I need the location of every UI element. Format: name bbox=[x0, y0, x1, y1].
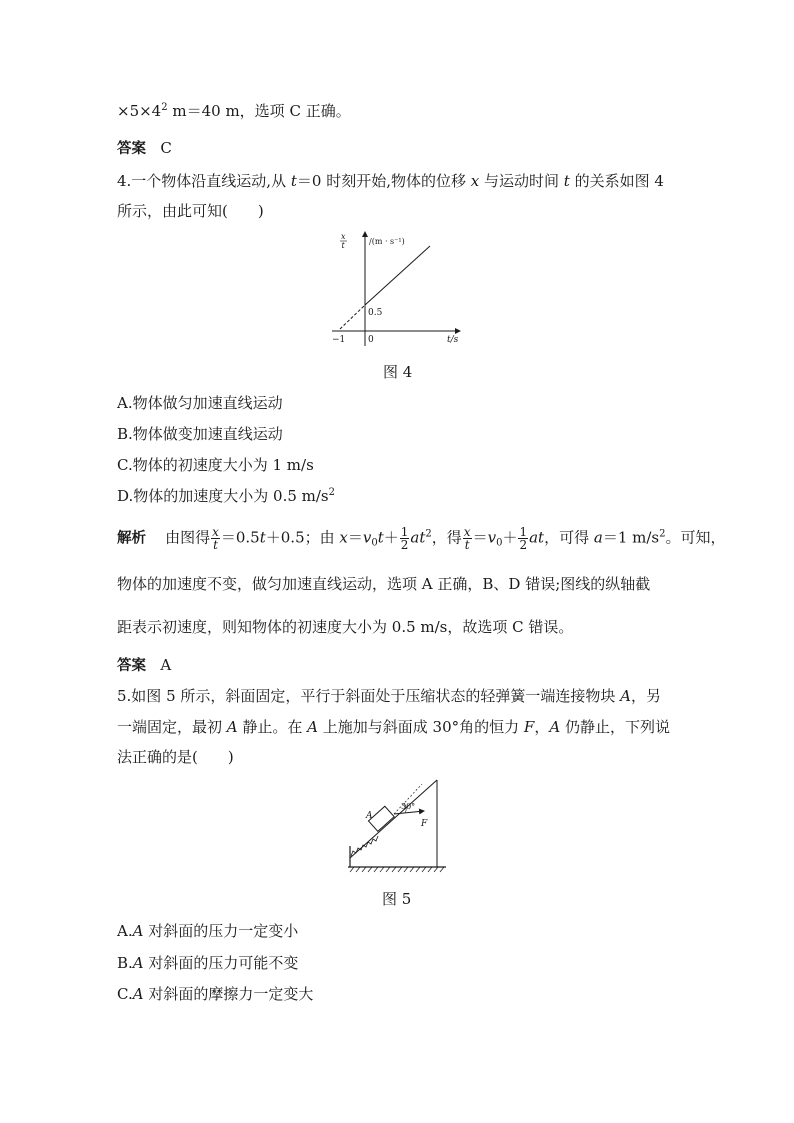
force-label: F bbox=[421, 819, 428, 829]
q4-analysis-line1: 解析 由图得 $\frac{x}{t}$ ＝0.5t＋0.5；由 $x=v_0t+$ $\frac{1}{2}$ $at^2$，得 $\frac{x}{t}$ $=v_0+$ $\frac{1}{2}$ at，可得 a＝1 $m/s^2$。可知， bbox=[117, 525, 726, 552]
q4-analysis-line2: 物体的加速度不变，做匀加速直线运动，选项 A 正确，B、D 错误;图线的纵轴截 bbox=[117, 575, 651, 593]
y-axis-unit: /(m · s⁻¹) bbox=[369, 237, 405, 246]
graph-extension-dashed bbox=[340, 305, 365, 329]
y-axis-num: x bbox=[341, 232, 346, 241]
q5-stem-line2: 一端固定，最初 A 静止。在 A 上施加与斜面成 30°角的恒力 F，A 仍静止，下列说 bbox=[117, 718, 670, 736]
q4-option-a: A.物体做匀加速直线运动 bbox=[117, 394, 283, 412]
q4-stem-line1: 4.一个物体沿直线运动,从 t＝0 时刻开始,物体的位移 x 与运动时间 t 的关系如图 4 bbox=[117, 172, 664, 190]
q5-stem-line1: 5.如图 5 所示，斜面固定，平行于斜面处于压缩状态的轻弹簧一端连接物块 A，另 bbox=[117, 687, 662, 705]
origin-label: 0 bbox=[368, 335, 374, 345]
figure-5-incline bbox=[344, 774, 452, 878]
q5-option-b: B.A 对斜面的压力可能不变 bbox=[117, 954, 299, 972]
q5-option-a: A.A 对斜面的压力一定变小 bbox=[117, 922, 299, 940]
q3-answer: 答案 C bbox=[117, 139, 172, 157]
x-axis-label: t/s bbox=[447, 335, 459, 345]
q4-answer: 答案 A bbox=[117, 656, 172, 674]
q4-analysis-line3: 距表示初速度，则知物体的初速度大小为 0.5 m/s，故选项 C 错误。 bbox=[117, 618, 574, 636]
block-label: A bbox=[366, 811, 373, 821]
q4-option-c: C.物体的初速度大小为 1 m/s bbox=[117, 456, 314, 474]
ground-hatching bbox=[350, 867, 444, 872]
figure-4-graph bbox=[326, 228, 466, 348]
neg-one-label: −1 bbox=[332, 335, 346, 345]
q5-stem-line3: 法正确的是( ) bbox=[117, 748, 234, 766]
figure-4-caption: 图 4 bbox=[383, 363, 413, 381]
intercept-label: 0.5 bbox=[368, 308, 383, 318]
force-f-arrow bbox=[394, 811, 424, 814]
graph-line bbox=[365, 246, 430, 305]
q5-option-c: C.A 对斜面的摩擦力一定变大 bbox=[117, 985, 314, 1003]
q4-option-b: B.物体做变加速直线运动 bbox=[117, 425, 283, 443]
y-axis-den: t bbox=[341, 241, 345, 250]
carryover-line: $\times 5\times 4^2$ m＝40 m，选项 C 正确。 bbox=[117, 102, 351, 120]
q4-option-d: D.物体的加速度大小为 0.5 $m/s^2$ bbox=[117, 487, 336, 505]
angle-label: 30° bbox=[401, 802, 416, 811]
q4-stem-line2: 所示，由此可知( ) bbox=[117, 202, 264, 220]
figure-5-caption: 图 5 bbox=[382, 890, 412, 908]
